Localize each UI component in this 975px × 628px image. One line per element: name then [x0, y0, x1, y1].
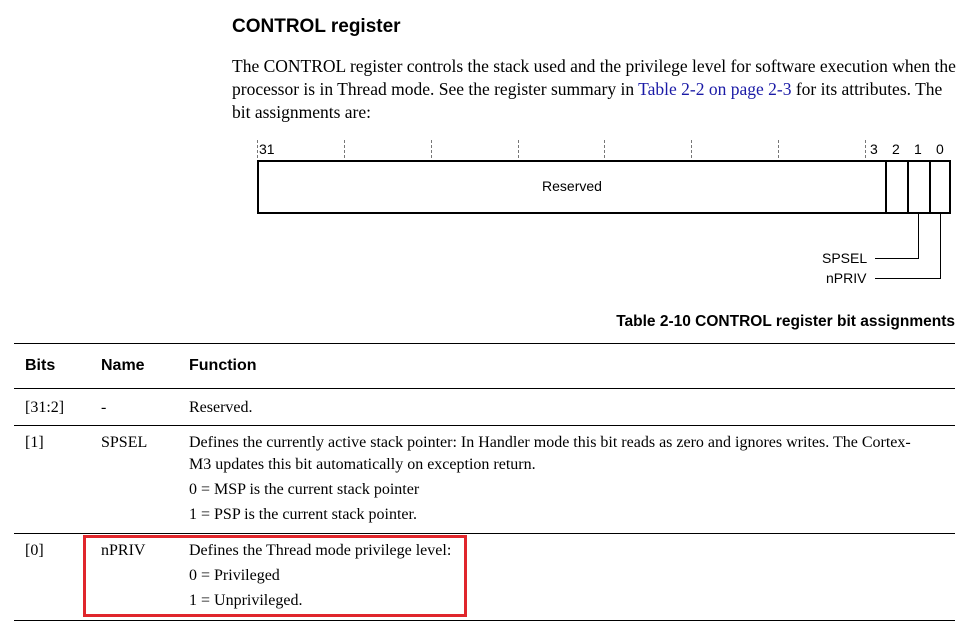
npriv-field-label: nPRIV [826, 270, 867, 286]
bit-label-2: 2 [892, 141, 900, 157]
table-header-row [14, 344, 955, 389]
paragraph-text: The CONTROL register controls the stack used and the privilege level for software execution when the processor is in Thread mode. See the register summary in [232, 56, 956, 99]
bit-tick [257, 140, 258, 158]
spsel-field-label: SPSEL [822, 250, 868, 266]
bit-tick [778, 140, 779, 158]
header-name: Name [101, 357, 145, 374]
bit-label-3: 3 [870, 141, 878, 157]
header-function: Function [189, 357, 257, 374]
function-line: 1 = Unprivileged. [189, 592, 303, 609]
function-line: 0 = Privileged [189, 567, 280, 584]
bit-divider [929, 160, 931, 214]
table-row [14, 389, 955, 426]
bit-label-0: 0 [936, 141, 944, 157]
row-name: - [101, 399, 107, 416]
reserved-field-label: Reserved [542, 178, 602, 194]
function-line: 0 = MSP is the current stack pointer [189, 481, 420, 498]
bit-label-1: 1 [914, 141, 922, 157]
row-name: nPRIV [101, 542, 146, 559]
row-bits: [31:2] [25, 399, 65, 416]
npriv-leader-horizontal [875, 278, 941, 279]
section-heading: CONTROL register [232, 16, 401, 37]
bit-tick [865, 140, 866, 158]
register-diagram [0, 0, 975, 300]
row-bits: [0] [25, 542, 44, 559]
spsel-leader-vertical [918, 214, 919, 258]
function-line: 1 = PSP is the current stack pointer. [189, 506, 417, 523]
bit-tick [431, 140, 432, 158]
npriv-leader-vertical [940, 214, 941, 279]
row-function [189, 389, 955, 426]
bit-tick [518, 140, 519, 158]
highlight-box [83, 535, 467, 617]
bit-tick [344, 140, 345, 158]
row-function [189, 426, 955, 534]
bit-tick [604, 140, 605, 158]
function-line: Defines the Thread mode privilege level: [189, 542, 452, 559]
row-name: SPSEL [101, 434, 148, 451]
function-line: Defines the currently active stack pointer: In Handler mode this bit reads as zero and ignores writes. The Cortex-M3 updates this bit automatically on exception return. [189, 434, 911, 473]
paragraph-text-end: for its attributes. The bit assignments are: [232, 79, 943, 122]
spsel-leader-horizontal [875, 258, 919, 259]
table-caption: Table 2-10 CONTROL register bit assignments [616, 313, 955, 330]
row-bits: [1] [25, 434, 44, 451]
bit-divider [907, 160, 909, 214]
bit-tick [691, 140, 692, 158]
header-bits: Bits [25, 357, 56, 374]
table-reference-link[interactable]: Table 2-2 on page 2-3 [638, 79, 792, 99]
bit-label-31: 31 [259, 141, 275, 157]
table-row [14, 426, 955, 534]
function-line: Reserved. [189, 399, 253, 416]
